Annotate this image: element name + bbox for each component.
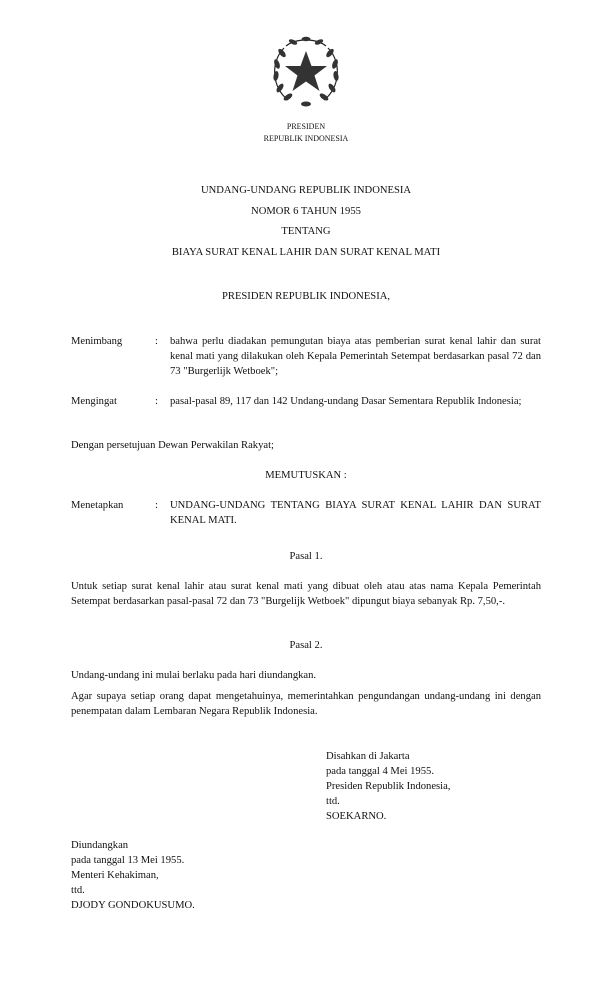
title-line1: UNDANG-UNDANG REPUBLIK INDONESIA xyxy=(200,185,412,196)
preamble: PRESIDEN REPUBLIK INDONESIA, xyxy=(221,291,391,302)
title-line4: BIAYA SURAT KENAL LAHIR DAN SURAT KENAL MATI xyxy=(171,246,441,258)
diundangkan-line5: DJODY GONDOKUSUMO. xyxy=(71,900,195,911)
letterhead-line2: REPUBLIK INDONESIA xyxy=(263,134,349,143)
menetapkan-text: UNDANG-UNDANG TENTANG BIAYA SURAT KENAL LAHIR DAN SURAT KENAL MATI. xyxy=(170,500,541,526)
disahkan-line4: ttd. xyxy=(326,796,340,807)
title-line3: TENTANG xyxy=(281,226,331,237)
letterhead xyxy=(0,121,612,145)
diundangkan-line1: Diundangkan xyxy=(71,840,129,851)
menetapkan-label: Menetapkan xyxy=(71,500,124,511)
pasal2-heading: Pasal 2. xyxy=(289,640,323,651)
disahkan-line5: SOEKARNO. xyxy=(326,811,387,822)
persetujuan: Dengan persetujuan Dewan Perwakilan Rakyat; xyxy=(71,440,274,451)
menetapkan-colon: : xyxy=(155,500,158,511)
presidential-emblem-icon xyxy=(268,34,344,110)
document-title xyxy=(0,181,612,263)
pasal1-text: Untuk setiap surat kenal lahir atau surat kenal mati yang dibuat oleh atau atas nama Kepala Pemerintah Setempat berdasarkan pasal-pasal 72 dan 73 "Burgelijk Wetboek" dipungut biaya sebanyak Rp. 7,50,-. xyxy=(71,581,541,607)
disahkan-line2: pada tanggal 4 Mei 1955. xyxy=(326,766,434,777)
diundangkan-line3: Menteri Kehakiman, xyxy=(71,870,159,881)
menimbang-text: bahwa perlu diadakan pemungutan biaya atas pemberian surat kenal lahir dan surat kenal mati yang dilakukan oleh Kepala Pemerintah Setempat berdasarkan pasal 72 dan 73 "Burgerlijk Wetboek"; xyxy=(170,336,541,377)
mengingat-colon: : xyxy=(155,396,158,407)
diundangkan-signature-block xyxy=(71,838,195,913)
disahkan-line1: Disahkan di Jakarta xyxy=(326,751,410,762)
disahkan-line3: Presiden Republik Indonesia, xyxy=(326,781,451,792)
mengingat-text: pasal-pasal 89, 117 dan 142 Undang-undang Dasar Sementara Republik Indonesia; xyxy=(170,396,522,407)
diundangkan-line4: ttd. xyxy=(71,885,85,896)
disahkan-signature-block xyxy=(326,749,450,824)
menimbang-colon: : xyxy=(155,336,158,347)
pasal2-text2: Agar supaya setiap orang dapat mengetahuinya, memerintahkan pengundangan undang-undang ini dengan penempatan dalam Lembaran Negara Republik Indonesia. xyxy=(71,691,541,717)
menimbang-label: Menimbang xyxy=(71,336,123,347)
mengingat-label: Mengingat xyxy=(71,396,117,407)
letterhead-line1: PRESIDEN xyxy=(286,122,326,131)
pasal2-text1: Undang-undang ini mulai berlaku pada hari diundangkan. xyxy=(71,670,317,681)
diundangkan-line2: pada tanggal 13 Mei 1955. xyxy=(71,855,185,866)
title-line2: NOMOR 6 TAHUN 1955 xyxy=(251,205,361,217)
pasal1-heading: Pasal 1. xyxy=(289,551,323,562)
memutuskan-heading: MEMUTUSKAN : xyxy=(265,470,347,481)
